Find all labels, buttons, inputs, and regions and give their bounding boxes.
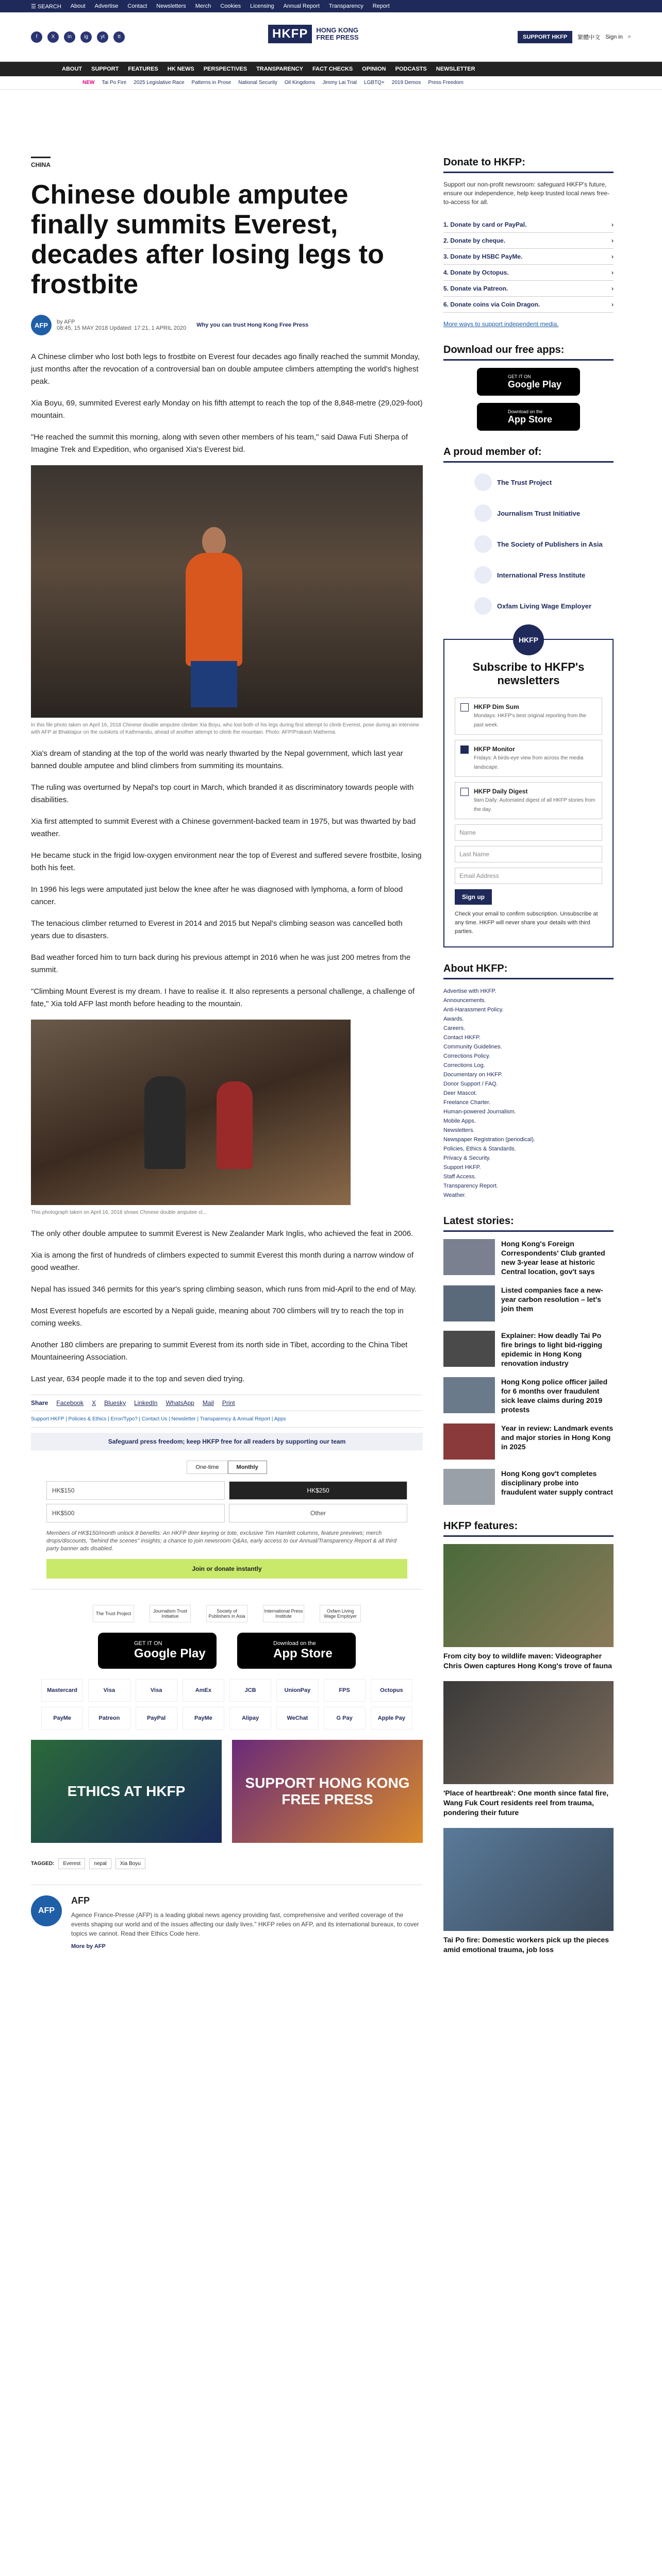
jcb-icon[interactable]: JCB bbox=[229, 1679, 271, 1702]
more-ways-link[interactable]: More ways to support independent media. bbox=[443, 320, 559, 328]
sidebar-heading: Donate to HKFP: bbox=[443, 157, 614, 173]
members-panel bbox=[443, 446, 614, 618]
app-store-button[interactable]: Download on the App Store bbox=[237, 1633, 356, 1669]
instagram-icon[interactable]: ig bbox=[80, 31, 92, 43]
email-field[interactable]: Email Address bbox=[455, 868, 602, 884]
donate-method[interactable]: 3. Donate by HSBC PayMe. › bbox=[443, 249, 614, 265]
article-title: Chinese double amputee finally summits Everest, decades after losing legs to frostbite bbox=[31, 180, 384, 299]
newsletter-badge: HKFP bbox=[513, 624, 544, 655]
author-avatar[interactable]: AFP bbox=[31, 1895, 62, 1926]
sidebar-heading: A proud member of: bbox=[443, 446, 614, 463]
sidebar-heading: HKFP features: bbox=[443, 1520, 614, 1537]
paragraph: Most Everest hopefuls are escorted by a Nepali guide, meaning about 700 climbers will try to reach the top in coming weeks. bbox=[31, 1307, 404, 1328]
apps-panel bbox=[443, 344, 614, 431]
paragraph: Last year, 634 people made it to the top and seven died trying. bbox=[31, 1375, 245, 1383]
donate-tagline: Safeguard press freedom; keep HKFP free for all readers by supporting our team bbox=[31, 1433, 423, 1450]
badge-logo[interactable]: Journalism Trust Initiative bbox=[150, 1605, 191, 1622]
wechat-icon[interactable]: WeChat bbox=[276, 1707, 318, 1730]
nav-item[interactable]: HK NEWS bbox=[167, 66, 194, 72]
tag-list bbox=[31, 1858, 423, 1869]
topic-link[interactable]: Press Freedom bbox=[428, 80, 464, 86]
donate-note: Members of HK$150/month unlock 8 benefits: An HKFP deer keyring or tote, exclusive Tim Hamlett columns, feature previews; merch drops/discounts, "behind the scenes" insights; a chance to join newsroom Q&As, early access to our Annual/Transparency Report & all third party banner ads disabled. bbox=[46, 1530, 397, 1552]
member-logo[interactable]: Oxfam Living Wage Employer bbox=[474, 594, 614, 618]
about-link[interactable]: Advertise with HKFP. bbox=[443, 988, 496, 994]
payme-icon[interactable]: PayMe bbox=[183, 1707, 224, 1730]
badge-logo[interactable]: International Press Institute bbox=[263, 1605, 304, 1622]
badge-logo[interactable]: Society of Publishers in Asia bbox=[206, 1605, 247, 1622]
linkedin-icon[interactable]: in bbox=[64, 31, 75, 43]
nav-item[interactable]: PERSPECTIVES bbox=[203, 66, 247, 72]
nav-item[interactable]: FACT CHECKS bbox=[312, 66, 353, 72]
google-play-button[interactable]: GET IT ON Google Play bbox=[98, 1633, 217, 1669]
signup-button[interactable]: Sign up bbox=[455, 889, 492, 905]
paragraph: He became stuck in the frigid low-oxygen environment near the top of Everest and suffered severe frostbite, losing both his feet. bbox=[31, 851, 422, 872]
app-links bbox=[31, 1633, 423, 1669]
donate-text: Support our non-profit newsroom: safeguard HKFP's future, ensure our independence, help keep trusted local news free-to-access for all. bbox=[443, 181, 610, 206]
share-linkedin[interactable]: LinkedIn bbox=[134, 1399, 158, 1406]
story-item[interactable]: Hong Kong police officer jailed for 6 months over fraudulent sick leave claims during 2019 protests bbox=[443, 1377, 614, 1414]
topic-link[interactable]: Jimmy Lai Trial bbox=[322, 80, 357, 86]
story-item[interactable]: Listed companies face a new-year carbon resolution – let's join them bbox=[443, 1285, 614, 1321]
topic-link[interactable]: 2019 Demos bbox=[391, 80, 421, 86]
paragraph: Xia's dream of standing at the top of the world was nearly thwarted by the Nepal government, which last year banned double amputee and blind climbers from summiting its mountains. bbox=[31, 749, 403, 770]
about-link[interactable]: Human-powered Journalism. bbox=[443, 1109, 516, 1115]
article-column bbox=[31, 90, 423, 1970]
about-link[interactable]: Transparency Report. bbox=[443, 1183, 498, 1189]
badge-logo[interactable]: Oxfam Living Wage Employer bbox=[320, 1605, 361, 1622]
topic-link[interactable]: Oil Kingdoms bbox=[284, 80, 316, 86]
topic-new-label: NEW bbox=[82, 80, 95, 86]
about-link[interactable]: Awards. bbox=[443, 1016, 464, 1022]
member-badges bbox=[31, 1605, 423, 1622]
feature-item[interactable]: Tai Po fire: Domestic workers pick up the pieces amid emotional trauma, job loss bbox=[443, 1828, 614, 1955]
nav-item[interactable]: TRANSPARENCY bbox=[256, 66, 303, 72]
join-button[interactable]: Join or donate instantly bbox=[46, 1559, 407, 1579]
paragraph: Nepal has issued 346 permits for this year's spring climbing season, which runs from mid-April to the end of May. bbox=[31, 1285, 417, 1294]
feature-item[interactable]: 'Place of heartbreak': One month since fatal fire, Wang Fuk Court residents reel from trauma, pondering their future bbox=[443, 1681, 614, 1818]
gpay-icon[interactable]: G Pay bbox=[324, 1707, 366, 1730]
paragraph: The ruling was overturned by Nepal's top court in March, which branded it as discriminatory towards people with disabilities. bbox=[31, 783, 414, 804]
about-link[interactable]: Deer Mascot. bbox=[443, 1090, 477, 1096]
donate-method[interactable]: 2. Donate by cheque. › bbox=[443, 233, 614, 249]
amount-other[interactable]: Other bbox=[229, 1504, 407, 1522]
paragraph: The tenacious climber returned to Everest in 2014 and 2015 but Nepal's climbing season was cancelled both years due to disasters. bbox=[31, 919, 403, 940]
top-link[interactable]: Licensing bbox=[250, 3, 274, 9]
feature-item[interactable]: From city boy to wildlife maven: Videographer Chris Owen captures Hong Kong's trove of fauna bbox=[443, 1544, 614, 1671]
sidebar-heading: About HKFP: bbox=[443, 963, 614, 979]
paragraph: In 1996 his legs were amputated just below the knee after he was diagnosed with lymphoma, a form of blood cancer. bbox=[31, 885, 403, 906]
search-icon[interactable]: ⌕ bbox=[627, 33, 631, 40]
category-label[interactable]: CHINA bbox=[31, 157, 51, 168]
about-link[interactable]: Corrections Log. bbox=[443, 1062, 485, 1069]
payme-icon[interactable]: PayMe bbox=[41, 1707, 83, 1730]
top-utility-bar bbox=[0, 0, 662, 12]
paragraph: Xia is among the first of hundreds of climbers expected to summit Everest this month during a narrow window of good weather. bbox=[31, 1251, 414, 1272]
site-header bbox=[0, 12, 662, 62]
donate-method[interactable]: 6. Donate coins via Coin Dragon. › bbox=[443, 297, 614, 313]
ethics-video[interactable]: ETHICS AT HKFP bbox=[31, 1740, 222, 1843]
about-link[interactable]: Contact HKFP. bbox=[443, 1035, 481, 1041]
paragraph: "Climbing Mount Everest is my dream. I have to realise it. It also represents a personal challenge, a challenge of fate," Xia told AFP last month before heading to the mountain. bbox=[31, 987, 415, 1008]
article-photo-embed[interactable] bbox=[31, 1020, 351, 1205]
topic-link[interactable]: LGBTQ+ bbox=[364, 80, 385, 86]
sidebar bbox=[443, 90, 614, 1970]
alipay-icon[interactable]: Alipay bbox=[229, 1707, 271, 1730]
share-mail[interactable]: Mail bbox=[202, 1399, 214, 1406]
visa-icon[interactable]: Visa bbox=[136, 1679, 177, 1702]
name-field[interactable]: Name bbox=[455, 824, 602, 841]
last-name-field[interactable]: Last Name bbox=[455, 846, 602, 862]
story-item[interactable]: Explainer: How deadly Tai Po fire brings to light bid-rigging epidemic in Hong Kong renovation industry bbox=[443, 1331, 614, 1368]
x-icon[interactable]: X bbox=[47, 31, 59, 43]
topic-nav bbox=[0, 76, 662, 90]
top-link[interactable]: Newsletters bbox=[156, 3, 186, 9]
features-panel bbox=[443, 1520, 614, 1955]
applepay-icon[interactable]: Apple Pay bbox=[371, 1707, 412, 1730]
about-link[interactable]: Support HKFP. bbox=[443, 1164, 481, 1171]
tiktok-icon[interactable]: tt bbox=[113, 31, 125, 43]
about-link[interactable]: Community Guidelines. bbox=[443, 1044, 502, 1050]
fps-icon[interactable]: FPS bbox=[324, 1679, 366, 1702]
visa-icon[interactable]: Visa bbox=[88, 1679, 130, 1702]
story-item[interactable]: Year in review: Landmark events and major stories in Hong Kong in 2025 bbox=[443, 1423, 614, 1460]
share-bluesky[interactable]: Bluesky bbox=[104, 1399, 126, 1406]
top-link[interactable]: Contact bbox=[127, 3, 147, 9]
author-name[interactable]: AFP bbox=[71, 1895, 90, 1906]
author-box bbox=[31, 1885, 423, 1950]
paragraph: Another 180 climbers are preparing to summit Everest from its north side in Tibet, according to the China Tibet Mountaineering Association. bbox=[31, 1341, 408, 1362]
facebook-icon[interactable]: f bbox=[31, 31, 42, 43]
top-link[interactable]: Advertise bbox=[94, 3, 119, 9]
top-link[interactable]: About bbox=[70, 3, 86, 9]
donate-method[interactable]: 5. Donate via Patreon. › bbox=[443, 281, 614, 297]
newsletter-option[interactable]: HKFP Dim Sum Mondays: HKFP's best original reporting from the past week. bbox=[455, 698, 602, 735]
logo-mark: HKFP bbox=[268, 25, 312, 43]
story-item[interactable]: Hong Kong's Foreign Correspondents' Club granted new 3-year lease at historic Central location, gov't says bbox=[443, 1239, 614, 1276]
donate-method[interactable]: 1. Donate by card or PayPal. › bbox=[443, 217, 614, 233]
top-link[interactable]: Transparency bbox=[328, 3, 363, 9]
paragraph: Xia first attempted to summit Everest with a Chinese government-backed team in 1975, but was thwarted by bad weather. bbox=[31, 817, 416, 838]
donate-method[interactable]: 4. Donate by Octopus. › bbox=[443, 265, 614, 281]
more-by-author-link[interactable]: More by AFP bbox=[71, 1943, 106, 1950]
article-body bbox=[31, 351, 423, 1385]
author-bio: Agence France-Presse (AFP) is a leading global news agency providing fast, comprehensive and verified coverage of the events shaping our world and of the issues affecting our daily lives." HKFP relies on AFP, and its international bureaux, to cover topics we cannot. Read their Ethics Code here. bbox=[71, 1911, 419, 1937]
paragraph: A Chinese climber who lost both legs to frostbite on Everest four decades ago finally reached the summit Monday, just months after the revocation of a controversial ban on double amputee climbers attempting the world's highest peak. bbox=[31, 352, 420, 386]
author-avatar[interactable]: AFP bbox=[31, 315, 52, 335]
promo-videos bbox=[31, 1740, 423, 1843]
about-link[interactable]: Staff Access. bbox=[443, 1174, 476, 1180]
latest-stories bbox=[443, 1215, 614, 1505]
nav-item[interactable]: OPINION bbox=[362, 66, 386, 72]
photo-caption: In this file photo taken on April 16, 2018 Chinese double amputee climber Xia Boyu, who lost both of his legs during first attempt to climb Everest, pose during an interview with AFP at Bhaktapur on the outskirts of Kathmandu, ahead of another attempt to climb the mountain. Photo: AFP/Prakash Mathema. bbox=[31, 722, 419, 735]
amount-option[interactable]: HK$150 bbox=[46, 1481, 225, 1500]
language-link[interactable]: 繁體中文 bbox=[577, 34, 601, 41]
topic-link[interactable]: National Security bbox=[238, 80, 277, 86]
share-whatsapp[interactable]: WhatsApp bbox=[166, 1399, 194, 1406]
tag-link[interactable]: Xia Boyu bbox=[115, 1858, 145, 1869]
top-link[interactable]: Annual Report bbox=[283, 3, 320, 9]
article-dates: 08:45, 15 MAY 2018 Updated: 17:21, 1 APRIL 2020 bbox=[57, 325, 187, 331]
google-play-button[interactable]: GET IT ON Google Play bbox=[477, 368, 580, 396]
member-logo[interactable]: Journalism Trust Initiative bbox=[474, 501, 614, 526]
author-name[interactable]: by AFP bbox=[57, 319, 75, 325]
topic-link[interactable]: 2025 Legislative Race bbox=[134, 80, 185, 86]
share-print[interactable]: Print bbox=[222, 1399, 235, 1406]
photo-caption: This photograph taken on April 16, 2018 shows Chinese double amputee cl... bbox=[31, 1210, 207, 1215]
support-video[interactable]: SUPPORT HONG KONG FREE PRESS bbox=[232, 1740, 423, 1843]
support-button[interactable]: SUPPORT HKFP bbox=[518, 31, 572, 43]
about-link[interactable]: Policies, Ethics & Standards. bbox=[443, 1146, 516, 1152]
badge-logo[interactable]: The Trust Project bbox=[93, 1605, 134, 1622]
newsletter-signup bbox=[443, 636, 614, 947]
octopus-icon[interactable]: Octopus bbox=[371, 1679, 412, 1702]
main-nav bbox=[0, 62, 662, 76]
paragraph: Xia Boyu, 69, summited Everest early Monday on his fifth attempt to reach the top of the 8,848-metre (29,029-foot) mountain. bbox=[31, 399, 423, 420]
top-link[interactable]: Merch bbox=[195, 3, 211, 9]
onetime-toggle[interactable]: One-time bbox=[187, 1461, 227, 1474]
sidebar-heading: Download our free apps: bbox=[443, 344, 614, 361]
newsletter-option[interactable]: HKFP Daily Digest 9am Daily: Automated digest of all HKFP stories from the day. bbox=[455, 782, 602, 819]
amount-option-selected[interactable]: HK$250 bbox=[229, 1481, 407, 1500]
member-logo[interactable]: The Trust Project bbox=[474, 470, 614, 495]
byline bbox=[31, 315, 423, 335]
search-link[interactable]: ☰ SEARCH bbox=[31, 3, 61, 10]
topic-link[interactable]: Tai Po Fire bbox=[102, 80, 127, 86]
about-link[interactable]: Announcements. bbox=[443, 997, 486, 1004]
about-link[interactable]: Newspaper Registration (periodical). bbox=[443, 1137, 535, 1143]
monthly-toggle[interactable]: Monthly bbox=[228, 1461, 267, 1474]
tags-label: TAGGED: bbox=[31, 1861, 55, 1867]
mastercard-icon[interactable]: Mastercard bbox=[41, 1679, 83, 1702]
about-link[interactable]: Mobile Apps. bbox=[443, 1118, 476, 1124]
app-store-button[interactable]: Download on the App Store bbox=[477, 403, 580, 431]
share-x[interactable]: X bbox=[92, 1399, 96, 1406]
about-link[interactable]: Careers. bbox=[443, 1025, 466, 1031]
about-link[interactable]: Freelance Charter. bbox=[443, 1099, 491, 1106]
amount-option[interactable]: HK$500 bbox=[46, 1504, 225, 1522]
patreon-icon[interactable]: Patreon bbox=[88, 1707, 130, 1730]
logo-text: HONG KONG FREE PRESS bbox=[316, 26, 359, 41]
paypal-icon[interactable]: PayPal bbox=[136, 1707, 177, 1730]
member-logo[interactable]: The Society of Publishers in Asia bbox=[474, 532, 614, 556]
signin-link[interactable]: Sign in bbox=[605, 33, 623, 40]
payment-methods bbox=[41, 1679, 412, 1730]
tag-link[interactable]: Everest bbox=[58, 1858, 85, 1869]
trust-link[interactable]: Why you can trust Hong Kong Free Press bbox=[196, 322, 309, 328]
sidebar-heading: Latest stories: bbox=[443, 1215, 614, 1232]
nav-item[interactable]: PODCASTS bbox=[395, 66, 427, 72]
tag-link[interactable]: nepal bbox=[89, 1858, 111, 1869]
top-link[interactable]: Cookies bbox=[220, 3, 241, 9]
social-icons bbox=[31, 31, 125, 43]
amex-icon[interactable]: AmEx bbox=[183, 1679, 224, 1702]
donate-widget bbox=[31, 1427, 423, 1589]
youtube-icon[interactable]: yt bbox=[97, 31, 108, 43]
donate-panel bbox=[443, 157, 614, 329]
unionpay-icon[interactable]: UnionPay bbox=[276, 1679, 318, 1702]
about-link[interactable]: Anti-Harassment Policy. bbox=[443, 1007, 504, 1013]
about-link[interactable]: Corrections Policy. bbox=[443, 1053, 490, 1059]
nav-item[interactable]: ABOUT bbox=[62, 66, 82, 72]
about-panel bbox=[443, 963, 614, 1200]
share-bar bbox=[31, 1395, 423, 1411]
share-label: Share bbox=[31, 1399, 48, 1406]
policy-links[interactable]: Support HKFP | Policies & Ethics | Error/Typo? | Contact Us | Newsletter | Transparency & Annual Report | Apps bbox=[31, 1416, 286, 1422]
newsletter-title: Subscribe to HKFP's newsletters bbox=[472, 660, 585, 687]
top-link[interactable]: Report bbox=[372, 3, 390, 9]
about-link[interactable]: Documentary on HKFP. bbox=[443, 1072, 503, 1078]
topic-link[interactable]: Patterns in Prose bbox=[191, 80, 231, 86]
nav-item[interactable]: SUPPORT bbox=[91, 66, 119, 72]
nav-item[interactable]: NEWSLETTER bbox=[436, 66, 475, 72]
about-link[interactable]: Weather. bbox=[443, 1192, 466, 1198]
article-photo[interactable] bbox=[31, 465, 423, 718]
share-facebook[interactable]: Facebook bbox=[56, 1399, 84, 1406]
about-link[interactable]: Newsletters. bbox=[443, 1127, 475, 1133]
member-logo[interactable]: International Press Institute bbox=[474, 563, 614, 587]
nav-item[interactable]: FEATURES bbox=[128, 66, 158, 72]
newsletter-option[interactable]: HKFP Monitor Fridays: A birds-eye view from across the media landscape. bbox=[455, 740, 602, 777]
signup-note: Check your email to confirm subscription. Unsubscribe at any time. HKFP will never share your details with third parties. bbox=[455, 911, 598, 935]
site-logo[interactable] bbox=[268, 25, 359, 43]
about-link[interactable]: Donor Support / FAQ. bbox=[443, 1081, 498, 1087]
paragraph: "He reached the summit this morning, along with seven other members of his team," said Dawa Futi Sherpa of Imagine Trek and Expedition, who organised Xia's Everest bid. bbox=[31, 433, 408, 454]
about-link[interactable]: Privacy & Security. bbox=[443, 1155, 491, 1161]
paragraph: The only other double amputee to summit Everest is New Zealander Mark Inglis, who achieved the feat in 2006. bbox=[31, 1229, 413, 1238]
story-item[interactable]: Hong Kong gov't completes disciplinary probe into fraudulent water supply contract bbox=[443, 1469, 614, 1505]
paragraph: Bad weather forced him to turn back during his previous attempt in 2016 when he was just 200 metres from the summit. bbox=[31, 953, 411, 974]
